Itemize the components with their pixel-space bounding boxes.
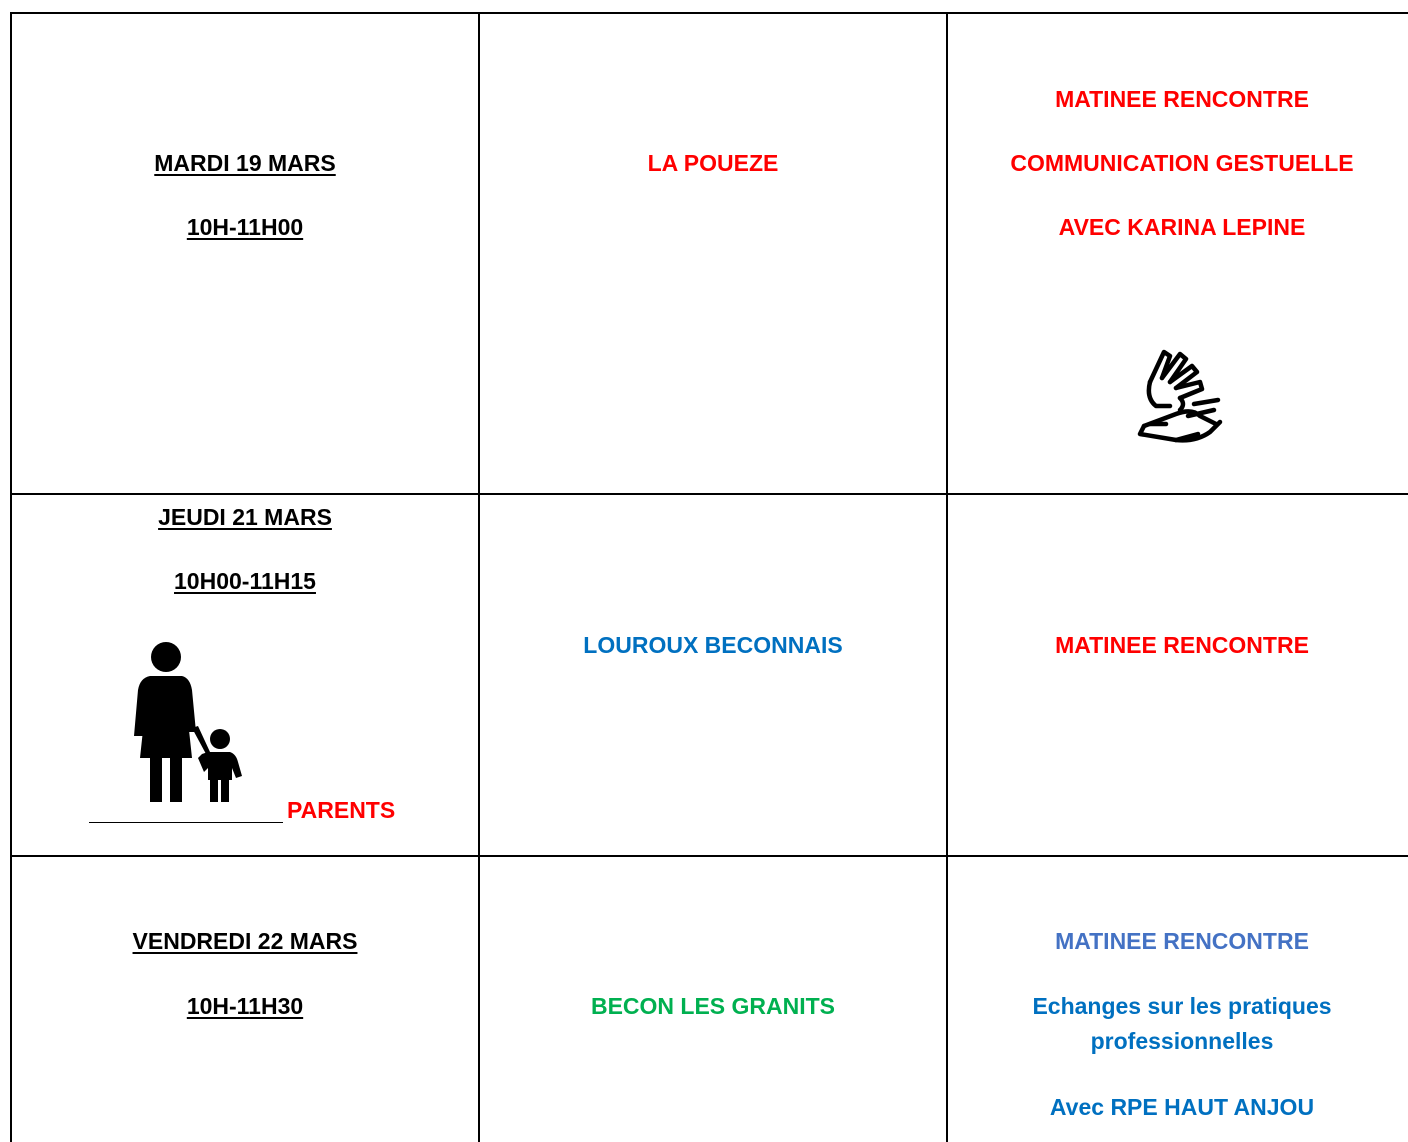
row3-time: 10H-11H30	[186, 993, 304, 1019]
row3-activity-line3: professionnelles	[1090, 1028, 1274, 1054]
row1-time: 10H-11H00	[186, 214, 304, 240]
column-divider	[478, 12, 480, 1142]
row1-activity-line2: COMMUNICATION GESTUELLE	[1010, 150, 1354, 176]
row-divider	[10, 493, 1408, 495]
row1-day: MARDI 19 MARS	[154, 150, 336, 176]
row3-day: VENDREDI 22 MARS	[132, 928, 358, 954]
parent-child-icon	[126, 640, 246, 804]
row2-day: JEUDI 21 MARS	[158, 504, 332, 530]
row2-place: LOUROUX BECONNAIS	[583, 632, 843, 658]
row3-activity-line2: Echanges sur les pratiques	[1032, 993, 1332, 1019]
parents-label: PARENTS	[287, 797, 396, 823]
row3-activity-title: MATINEE RENCONTRE	[1055, 928, 1309, 954]
row2-activity-title: MATINEE RENCONTRE	[1055, 632, 1309, 658]
row1-activity-title: MATINEE RENCONTRE	[1055, 86, 1309, 112]
row3-activity-line4: Avec RPE HAUT ANJOU	[1049, 1094, 1315, 1120]
row2-time: 10H00-11H15	[174, 568, 316, 594]
signature-line	[89, 822, 283, 823]
row1-activity-line3: AVEC KARINA LEPINE	[1058, 214, 1306, 240]
row3-place: BECON LES GRANITS	[590, 993, 836, 1019]
column-divider	[946, 12, 948, 1142]
row1-place: LA POUEZE	[647, 150, 779, 176]
sign-language-icon	[1136, 344, 1228, 444]
row-divider	[10, 855, 1408, 857]
